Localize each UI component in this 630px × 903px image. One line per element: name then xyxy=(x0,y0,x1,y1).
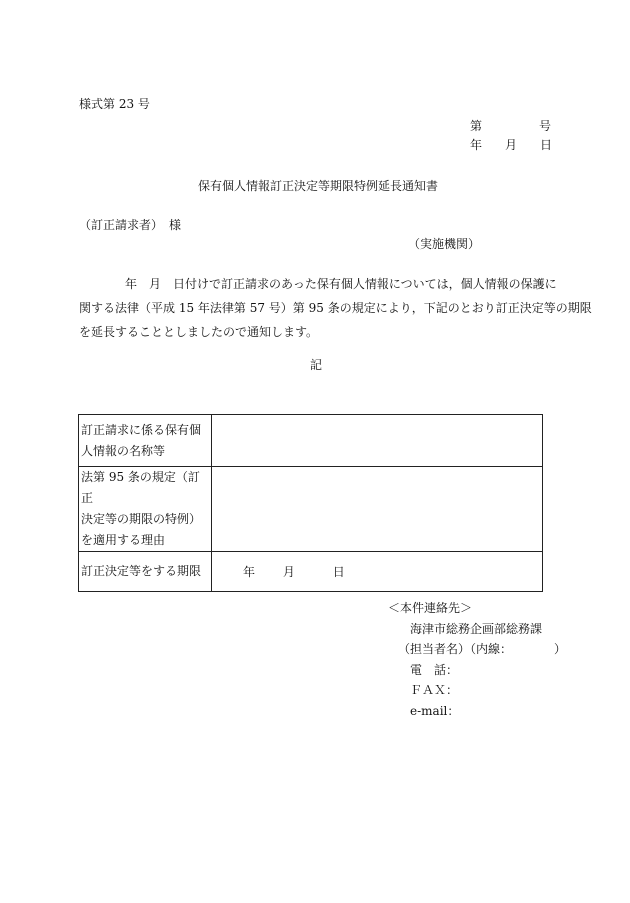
body-line-1: 年 月 日付けで訂正請求のあった保有個人情報については，個人情報の保護に xyxy=(125,277,557,291)
table-row-reason xyxy=(79,467,543,552)
row-reason-value xyxy=(212,467,543,552)
recipient-line: （訂正請求者） 様 xyxy=(79,218,182,232)
table-row-name xyxy=(79,415,543,467)
row-name-value xyxy=(212,415,543,467)
deadline-month: 月 xyxy=(282,565,295,579)
contact-heading: ＜本件連絡先＞ xyxy=(388,601,473,615)
document-title: 保有個人情報訂正決定等期限特例延長通知書 xyxy=(198,179,439,193)
contact-email: e-mail： xyxy=(410,703,460,718)
doc-number-suffix: 号 xyxy=(539,119,552,133)
body-line-3: を延長することとしましたので通知します。 xyxy=(79,325,319,339)
deadline-day: 日 xyxy=(332,565,345,579)
body-paragraph xyxy=(79,272,592,344)
row-deadline-value xyxy=(212,552,543,592)
details-table xyxy=(78,414,543,592)
contact-department: 海津市総務企画部総務課 xyxy=(410,621,543,636)
contact-fax: ＦＡＸ： xyxy=(410,683,459,697)
contact-person: （担当者名）（内線： ） xyxy=(398,642,567,656)
contact-block xyxy=(388,598,567,721)
ki-heading: 記 xyxy=(310,358,323,372)
row-reason-label: 法第 95 条の規定（訂正 決定等の期限の特例） を適用する理由 xyxy=(79,467,212,552)
date-month: 月 xyxy=(505,138,518,152)
form-number: 様式第 23 号 xyxy=(79,97,150,111)
doc-number-prefix: 第 xyxy=(470,119,483,133)
agency-line: （実施機関） xyxy=(408,237,481,251)
deadline-year: 年 xyxy=(243,565,256,579)
table-row-deadline xyxy=(79,552,543,592)
date-year: 年 xyxy=(470,138,483,152)
date-day: 日 xyxy=(540,138,553,152)
row-name-label: 訂正請求に係る保有個 人情報の名称等 xyxy=(79,415,212,467)
body-line-2: 関する法律（平成 15 年法律第 57 号）第 95 条の規定により，下記のとおり訂正決定等の期限 xyxy=(79,301,592,315)
row-deadline-label: 訂正決定等をする期限 xyxy=(79,552,212,592)
contact-tel: 電 話： xyxy=(410,662,459,677)
